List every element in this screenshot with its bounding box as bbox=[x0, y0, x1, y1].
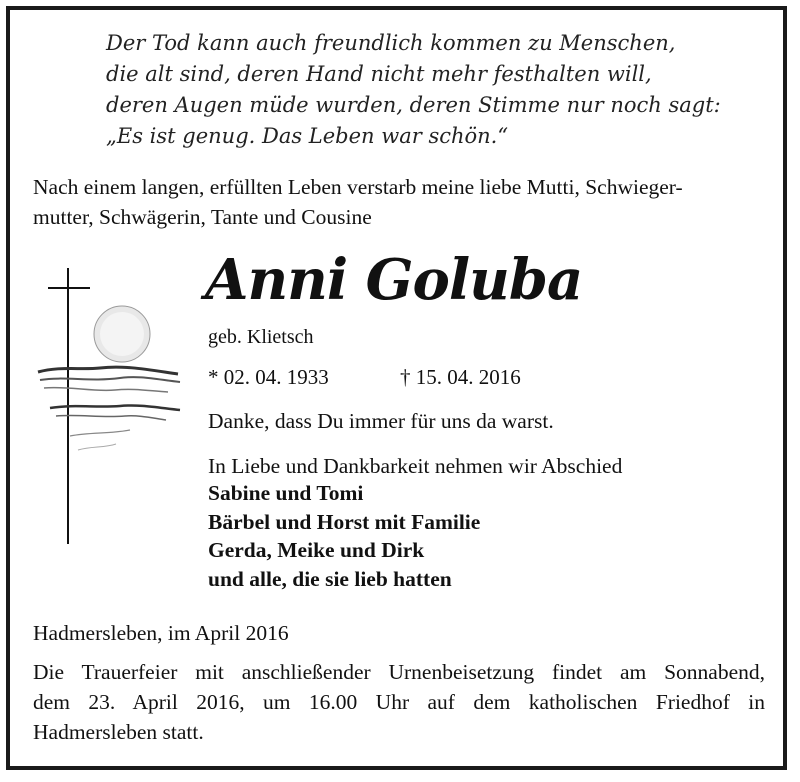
mourner-entry: Bärbel und Horst mit Familie bbox=[208, 509, 481, 534]
poem-line: die alt sind, deren Hand nicht mehr festhalten will, bbox=[106, 62, 652, 86]
intro-text bbox=[33, 172, 768, 232]
place-date: Hadmersleben, im April 2016 bbox=[33, 621, 289, 645]
poem-line: Der Tod kann auch freundlich kommen zu Menschen, bbox=[106, 31, 676, 55]
poem-line: deren Augen müde wurden, deren Stimme nur noch sagt: bbox=[106, 93, 721, 117]
poem bbox=[106, 28, 726, 152]
funeral-notice bbox=[33, 657, 765, 747]
mourner-entry: Gerda, Meike und Dirk bbox=[208, 538, 425, 562]
thanks-text: Danke, dass Du immer für uns da warst. bbox=[208, 409, 554, 433]
cross-landscape-icon bbox=[30, 262, 200, 552]
death-date: † 15. 04. 2016 bbox=[400, 365, 521, 389]
farewell-text: In Liebe und Dankbarkeit nehmen wir Abschied bbox=[208, 454, 623, 478]
poem-line: „Es ist genug. Das Leben war schön.“ bbox=[106, 124, 509, 148]
birth-date: * 02. 04. 1933 bbox=[208, 365, 329, 389]
funeral-line: dem 23. April 2016, um 16.00 Uhr auf dem katholischen Friedhof in bbox=[33, 690, 765, 714]
mourner-entry: Sabine und Tomi bbox=[208, 481, 364, 505]
mourners-list bbox=[208, 479, 480, 593]
intro-line: mutter, Schwägerin, Tante und Cousine bbox=[33, 205, 372, 229]
maiden-name: geb. Klietsch bbox=[208, 326, 314, 348]
deceased-name: Anni Goluba bbox=[205, 247, 583, 313]
funeral-line: Die Trauerfeier mit anschließender Urnenbeisetzung findet am Sonnabend, bbox=[33, 660, 765, 684]
intro-line: Nach einem langen, erfüllten Leben verstarb meine liebe Mutti, Schwieger- bbox=[33, 175, 683, 199]
funeral-line: Hadmersleben statt. bbox=[33, 720, 204, 744]
mourner-entry: und alle, die sie lieb hatten bbox=[208, 566, 452, 591]
